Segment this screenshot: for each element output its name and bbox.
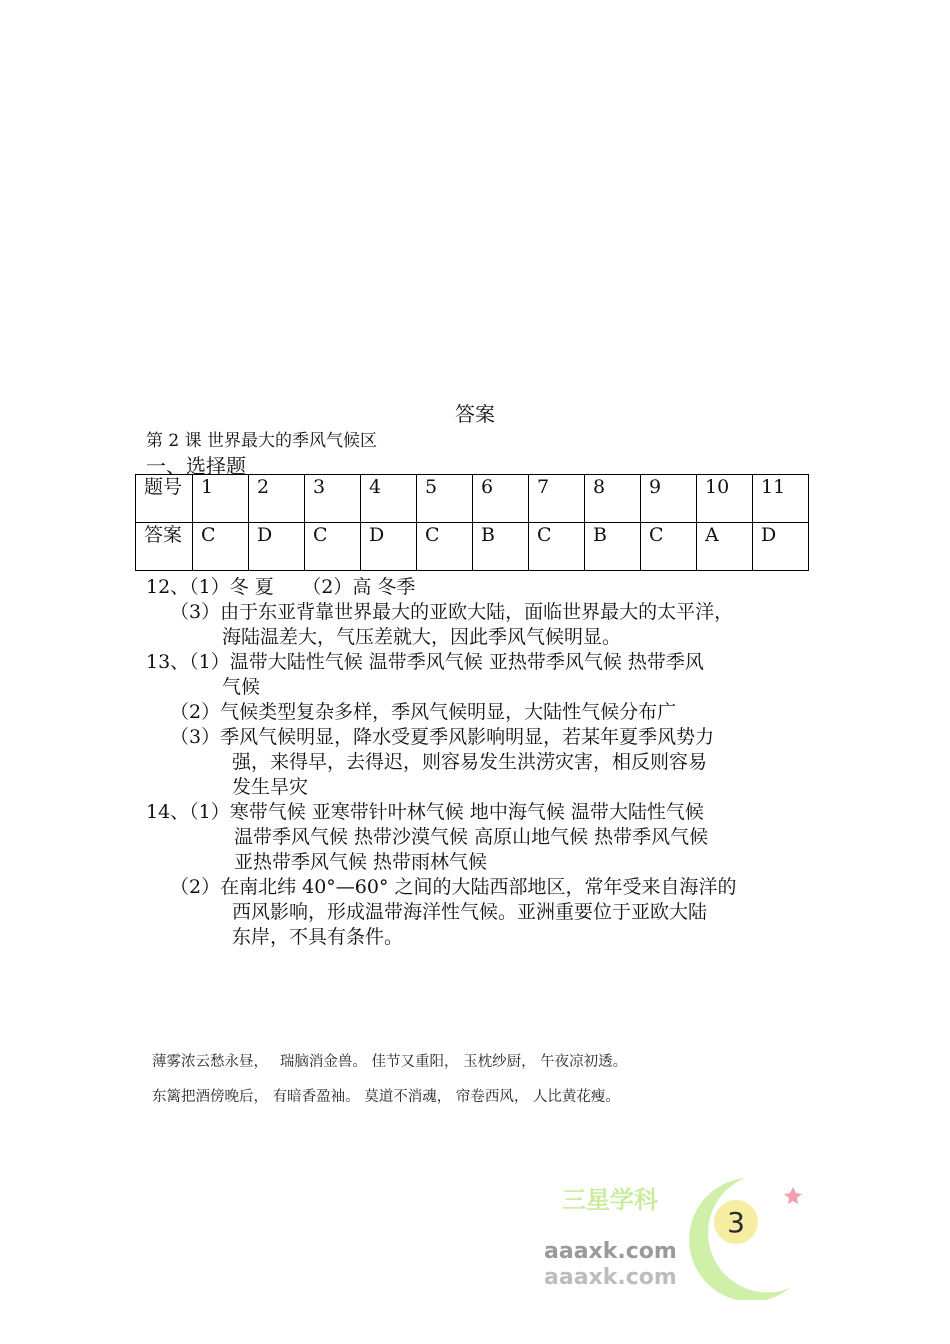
lesson-heading: 第 2 课 世界最大的季风气候区: [146, 431, 378, 451]
table-cell: 4: [361, 475, 417, 523]
poem-line-2: 东篱把酒傍晚后， 有暗香盈袖。 莫道不消魂， 帘卷西风， 人比黄花瘦。: [152, 1089, 620, 1105]
table-cell: C: [193, 523, 249, 571]
watermark-url-reflection: aaaxk.com: [544, 1265, 677, 1290]
q13-line-5: 强，来得早，去得迟，则容易发生洪涝灾害，相反则容易: [232, 751, 708, 773]
table-cell: 2: [249, 475, 305, 523]
table-cell: 1: [193, 475, 249, 523]
star-icon: [784, 1187, 802, 1204]
q14-line-1: 14、（1）寒带气候 亚寒带针叶林气候 地中海气候 温带大陆性气候: [146, 801, 704, 823]
table-cell: 9: [641, 475, 697, 523]
q13-line-3: （2）气候类型复杂多样，季风气候明显，大陆性气候分布广: [170, 701, 677, 723]
table-cell: C: [417, 523, 473, 571]
q14-line-4: （2）在南北纬 40°—60° 之间的大陆西部地区，常年受来自海洋的: [170, 876, 737, 898]
q13-line-2: 气候: [222, 676, 261, 698]
q14-line-5: 西风影响，形成温带海洋性气候。亚洲重要位于亚欧大陆: [232, 901, 708, 923]
q13-line-4: （3）季风气候明显，降水受夏季风影响明显，若某年夏季风势力: [170, 726, 715, 748]
table-cell: D: [249, 523, 305, 571]
table-cell: C: [305, 523, 361, 571]
table-cell: 11: [753, 475, 809, 523]
table-cell: 5: [417, 475, 473, 523]
table-cell: D: [753, 523, 809, 571]
table-cell: 3: [305, 475, 361, 523]
table-cell: B: [585, 523, 641, 571]
table-cell: 7: [529, 475, 585, 523]
q13-line-6: 发生旱灾: [232, 776, 309, 798]
q14-line-6: 东岸，不具有条件。: [232, 926, 404, 948]
q13-line-1: 13、（1）温带大陆性气候 温带季风气候 亚热带季风气候 热带季风: [146, 651, 704, 673]
watermark-logo: [540, 1170, 810, 1300]
table-cell: D: [361, 523, 417, 571]
row-label-answer: 答案: [136, 523, 193, 571]
watermark-brand: 三星学科: [562, 1186, 658, 1214]
q14-line-3: 亚热带季风气候 热带雨林气候: [234, 851, 488, 873]
q12-line-3: 海陆温差大，气压差就大，因此季风气候明显。: [222, 626, 622, 648]
table-cell: 10: [697, 475, 753, 523]
answer-table: [135, 474, 809, 571]
table-cell: C: [529, 523, 585, 571]
section-heading: 一、选择题: [146, 454, 246, 478]
table-cell: 6: [473, 475, 529, 523]
q12-line-2: （3）由于东亚背靠世界最大的亚欧大陆，面临世界最大的太平洋，: [170, 601, 734, 623]
q12-line-1: 12、（1）冬 夏 （2）高 冬季: [146, 576, 416, 598]
crescent-moon-icon: [540, 1170, 810, 1300]
poem-line-1: 薄雾浓云愁永昼， 瑞脑消金兽。 佳节又重阳， 玉枕纱厨， 午夜凉初透。: [152, 1054, 628, 1070]
page-title: 答案: [455, 402, 495, 426]
watermark-url: aaaxk.com: [544, 1239, 677, 1264]
row-label-number: 题号: [136, 475, 193, 523]
table-row: [136, 523, 809, 571]
table-cell: A: [697, 523, 753, 571]
table-cell: B: [473, 523, 529, 571]
table-cell: C: [641, 523, 697, 571]
table-row: [136, 475, 809, 523]
table-cell: 8: [585, 475, 641, 523]
q14-line-2: 温带季风气候 热带沙漠气候 高原山地气候 热带季风气候: [234, 826, 709, 848]
badge-number: 3: [727, 1206, 745, 1239]
